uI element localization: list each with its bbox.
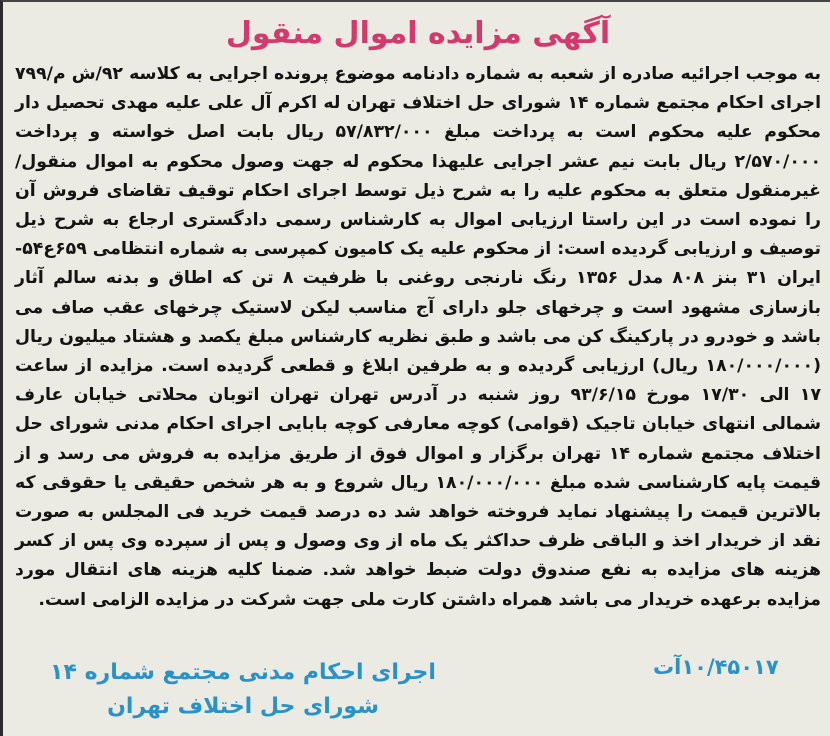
notice-title: آگهی مزایده اموال منقول xyxy=(225,16,611,51)
issuer-line-2: شورای حل اختلاف تهران xyxy=(107,694,379,719)
issuer-line-1: اجرای احکام مدنی مجتمع شماره ۱۴ xyxy=(50,660,436,685)
issuer-signature xyxy=(33,656,453,724)
reference-number: ۱۰/۴۵۰۱۷آت xyxy=(653,655,779,679)
notice-body: به موجب اجرائیه صادره از شعبه به شماره دادنامه موضوع پرونده اجرایی به کلاسه ۹۲/ش م/۷۹۹ اجرای احکام مجتمع شماره ۱۴ شورای حل اختلاف تهران له اکرم آل علی علیه مهدی تحصیل دار محکوم علیه محکوم است به پرداخت مبلغ ۵۷/۸۳۲/۰۰۰ ریال بابت اصل خواسته و پرداخت ۲/۵۷۰/۰۰۰ ریال بابت نیم عشر اجرایی علیهذا محکوم له جهت وصول محکوم به اموال منقول/غیرمنقول متعلق به محکوم علیه را به شرح ذیل توسط اجرای احکام توقیف تقاضای فروش آن را نموده است در این راستا ارزیابی اموال به کارشناس رسمی دادگستری ارجاع به شرح ذیل توصیف و ارزیابی گردیده است: از محکوم علیه یک کامیون کمپرسی به شماره انتظامی ۶۵۹ع۵۴-ایران ۳۱ بنز ۸۰۸ مدل ۱۳۵۶ رنگ نارنجی روغنی با ظرفیت ۸ تن که اطاق و بدنه سالم آثار بازسازی مشهود است و چرخهای جلو دارای آج مناسب لیکن لاستیک چرخهای عقب صاف می باشد و خودرو در پارکینگ کن می باشد و طبق نظریه کارشناس مبلغ یکصد و هشتاد میلیون ریال (۱۸۰/۰۰۰/۰۰۰ ریال) ارزیابی گردیده و به طرفین ابلاغ و قطعی گردیده است. مزایده از ساعت ۱۷ الی ۱۷/۳۰ مورخ ۹۳/۶/۱۵ روز شنبه در آدرس تهران تهران اتوبان محلاتی خیابان عارف شمالی انتهای خیابان تاجیک (قوامی) کوچه معارفی کوچه بابایی اجرای احکام مدنی شورای حل اختلاف مجتمع شماره ۱۴ تهران برگزار و اموال فوق از طریق مزایده به فروش می رسد و از قیمت پایه کارشناسی شده مبلغ ۱۸۰/۰۰۰/۰۰۰ ریال شروع و به هر شخص حقیقی یا حقوقی که بالاترین قیمت را پیشنهاد نماید فروخته خواهد شد ده درصد قیمت خرید فی المجلس به صورت نقد از خریدار اخذ و الباقی ظرف حداکثر یک ماه از وی وصول و پس از سپرده وی پس از کسر هزینه های مزایده به نفع صندوق دولت ضبط خواهد شد. ضمنا کلیه هزینه های انتقال مورد مزایده برعهده خریدار می باشد همراه داشتن کارت ملی جهت شرکت در مزایده الزامی است. xyxy=(15,64,822,610)
